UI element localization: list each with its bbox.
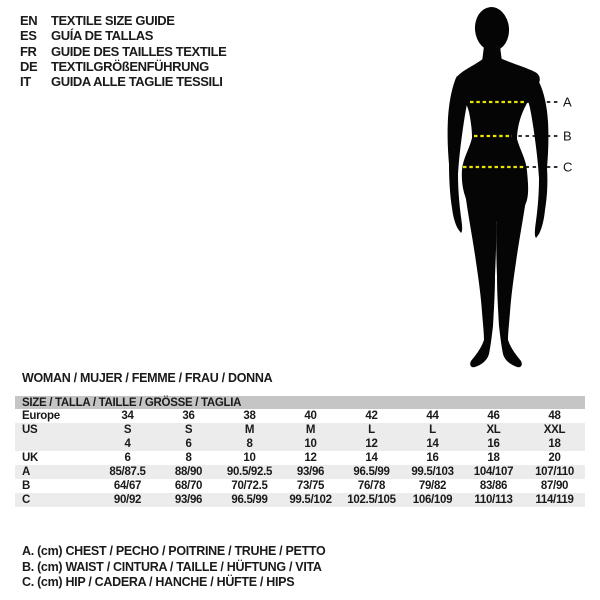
language-title: TEXTILE SIZE GUIDE [51,13,175,29]
table-row [15,409,585,423]
language-title-list [20,13,226,89]
woman-silhouette [448,6,549,368]
size-value-cell: XXL [543,424,566,436]
size-value-cell: 99.5/103 [411,466,454,478]
language-row [20,59,226,74]
row-label: B [22,480,31,492]
size-value-cell: L [429,424,436,436]
size-value-cell: 14 [426,438,439,450]
size-value-cell: 16 [487,438,500,450]
size-value-cell: 106/109 [412,494,453,506]
size-value-cell: 48 [548,410,561,422]
size-value-cell: 4 [124,438,131,450]
marker-label-a: A [563,94,572,110]
measurement-figure [440,0,600,380]
language-title: GUIDA ALLE TAGLIE TESSILI [51,74,223,90]
size-value-cell: 18 [487,452,500,464]
measurement-legend [22,544,325,591]
size-value-cell: 79/82 [418,480,447,492]
table-row [15,437,585,451]
section-title-woman: WOMAN / MUJER / FEMME / FRAU / DONNA [22,371,273,385]
size-value-cell: 88/90 [174,466,203,478]
row-label: C [22,494,31,506]
silhouette-right-arm [528,82,548,238]
size-value-cell: 90/92 [113,494,142,506]
table-row [15,493,585,507]
language-row [20,44,226,59]
language-code: FR [20,43,37,59]
row-label: UK [22,452,39,464]
row-label: Europe [22,410,60,422]
size-value-cell: 96.5/99 [231,494,268,506]
size-value-cell: 44 [426,410,439,422]
size-value-cell: 42 [365,410,378,422]
size-value-cell: 76/78 [357,480,386,492]
size-value-cell: L [368,424,375,436]
size-value-cell: 14 [365,452,378,464]
size-value-cell: 110/113 [474,494,513,506]
size-value-cell: 87/90 [540,480,569,492]
size-value-cell: S [184,424,193,436]
size-value-cell: 6 [124,452,131,464]
size-value-cell: 34 [121,410,134,422]
size-value-cell: 10 [304,438,317,450]
silhouette-left-leg [465,192,496,367]
size-value-cell: 64/67 [113,480,142,492]
size-value-cell: XL [486,424,501,436]
marker-label-b: B [563,128,572,144]
size-value-cell: 93/96 [296,466,325,478]
size-value-cell: 10 [243,452,256,464]
legend-line: A. (cm) CHEST / PECHO / POITRINE / TRUHE / PETTO [22,544,326,558]
size-value-cell: M [244,424,255,436]
size-value-cell: 96.5/99 [353,466,390,478]
language-code: ES [20,28,37,44]
size-value-cell: 8 [185,452,192,464]
language-title: GUIDE DES TAILLES TEXTILE [51,43,227,59]
size-value-cell: 16 [426,452,439,464]
silhouette-left-arm [448,76,469,233]
size-value-cell: 93/96 [174,494,203,506]
table-row [15,423,585,437]
language-code: EN [20,13,38,29]
size-value-cell: 107/110 [535,466,574,478]
size-value-cell: 73/75 [296,480,325,492]
size-value-cell: 38 [243,410,256,422]
language-row [20,13,226,28]
size-value-cell: 99.5/102 [289,494,332,506]
row-label: US [22,424,38,436]
size-value-cell: 102.5/105 [347,494,396,506]
table-row [15,451,585,465]
legend-line: C. (cm) HIP / CADERA / HANCHE / HÜFTE / HIPS [22,575,295,590]
marker-label-c: C [563,159,573,175]
language-title: GUÍA DE TALLAS [51,28,154,44]
size-value-cell: 83/86 [479,480,508,492]
table-row [15,479,585,493]
size-value-cell: 8 [246,438,253,450]
language-row [20,74,226,89]
size-value-cell: M [305,424,316,436]
woman-silhouette-diagram [440,0,600,380]
size-value-cell: 18 [548,438,561,450]
size-value-cell: 36 [182,410,195,422]
size-value-cell: 6 [185,438,192,450]
language-row [20,28,226,43]
size-value-cell: 40 [304,410,317,422]
size-value-cell: S [123,424,132,436]
size-value-cell: 90.5/92.5 [226,466,273,478]
size-value-cell: 70/72.5 [231,480,268,492]
size-value-cell: 104/107 [473,466,514,478]
silhouette-right-leg [496,192,527,367]
size-value-cell: 68/70 [174,480,203,492]
language-code: DE [20,59,38,75]
size-table-header: SIZE / TALLA / TAILLE / GRÖSSE / TAGLIA [15,396,585,409]
size-value-cell: 12 [365,438,378,450]
size-value-cell: 85/87.5 [109,466,146,478]
size-value-cell: 46 [487,410,500,422]
size-value-cell: 114/119 [535,494,574,506]
table-row [15,465,585,479]
size-value-cell: 20 [548,452,561,464]
legend-line: B. (cm) WAIST / CINTURA / TAILLE / HÜFTUNG / VITA [22,559,322,574]
language-code: IT [20,74,31,90]
size-table [15,396,585,507]
language-title: TEXTILGRÖßENFÜHRUNG [51,59,209,75]
size-value-cell: 12 [304,452,317,464]
row-label: A [22,466,31,478]
